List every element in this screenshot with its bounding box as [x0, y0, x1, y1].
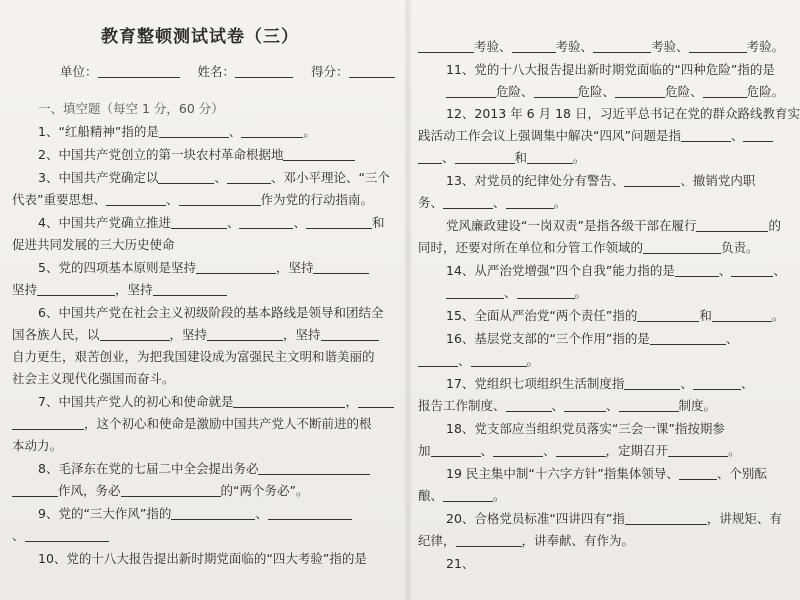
- question-13-line2: [418, 195, 566, 210]
- punct: 。: [303, 124, 316, 139]
- question-6-line3: 自力更生，艰苦创业，为把我国建设成为富强民主文明和谐美丽的: [12, 349, 375, 364]
- question-11-line2: [446, 84, 784, 99]
- answer-suffix: 考验。: [746, 39, 785, 54]
- question-10-line2: [418, 39, 784, 54]
- duty-text: 党风廉政建设“一岗双责”是指各级干部在履行: [446, 218, 697, 233]
- blank: [106, 193, 166, 206]
- question-12-text: 和: [514, 150, 528, 165]
- blank: [517, 286, 575, 299]
- blank: [643, 241, 721, 254]
- question-15: [446, 308, 784, 323]
- question-10: 10、党的十八大报告提出新时期党面临的“四大考验”指的是: [38, 551, 367, 566]
- blank: [179, 193, 261, 206]
- blank: [512, 40, 556, 53]
- blank: [196, 261, 276, 274]
- question-5: [38, 260, 369, 275]
- question-4-line2: 促进共同发展的三大历史使命: [12, 237, 175, 252]
- one-post-two-duties-line2: [418, 240, 759, 255]
- punct: 、: [580, 39, 594, 54]
- blank: [493, 444, 543, 457]
- punct: 、: [214, 170, 227, 185]
- question-3-text: 作为党的行动指南。: [260, 192, 374, 207]
- question-15-text: 15、全面从严治党“两个责任”指的: [446, 308, 638, 323]
- one-post-two-duties: [446, 218, 781, 233]
- punct: 、: [551, 398, 565, 413]
- punct: 。: [728, 443, 741, 458]
- punct: 、: [493, 195, 506, 210]
- punct: 、: [293, 215, 306, 230]
- score-blank: [349, 65, 395, 78]
- blank: [121, 484, 221, 497]
- question-11: 11、党的十八大报告提出新时期党面临的“四种危险”指的是: [446, 62, 775, 77]
- question-17-text: 报告工作制度、: [418, 398, 506, 413]
- blank: [637, 309, 699, 322]
- blank: [268, 507, 352, 520]
- question-5-text: ，坚持: [275, 260, 314, 275]
- punct: 、: [676, 39, 689, 54]
- question-7-text: 7、中国共产党人的初心和使命就是: [38, 394, 234, 409]
- punct: 、: [12, 528, 25, 543]
- blank: [689, 40, 747, 53]
- header-row: [60, 64, 395, 79]
- blank: [321, 328, 379, 341]
- question-5-text: 坚持: [12, 282, 38, 297]
- blank: [693, 377, 741, 390]
- question-15-text: 和: [699, 308, 712, 323]
- name-blank: [235, 65, 293, 78]
- question-16-text: 16、基层党支部的“三个作用”指的是: [446, 331, 650, 346]
- question-17-text: 17、党组织七项组织生活制度指: [446, 376, 625, 391]
- blank: [418, 40, 474, 53]
- question-9-text: 9、党的“三大作风”指的: [38, 506, 172, 521]
- question-1: [38, 124, 316, 139]
- punct: 、: [458, 353, 471, 368]
- question-7-text: ，这个初心和使命是激励中国共产党人不断前进的根: [84, 416, 372, 431]
- question-1-text: 1、“红船精神”指的是: [38, 124, 159, 139]
- duty-text: 同时，还要对所在单位和分管工作领域的: [418, 240, 644, 255]
- punct: 、: [606, 398, 619, 413]
- question-6-line2: [12, 327, 379, 342]
- blank: [712, 309, 772, 322]
- blank: [241, 125, 303, 138]
- question-5-line2: [12, 282, 227, 297]
- question-20: [446, 511, 782, 526]
- blank: [564, 399, 606, 412]
- blank: [455, 151, 515, 164]
- question-19-text: 19 民主集中制“十六字方针”指集体领导、: [446, 466, 679, 481]
- blank: [731, 264, 773, 277]
- question-9: [38, 506, 352, 521]
- question-5-text: 5、党的四项基本原则是坚持: [38, 260, 196, 275]
- unit-label: 单位：: [60, 64, 98, 79]
- blank: [527, 151, 573, 164]
- punct: 、: [602, 84, 616, 99]
- question-7-line3: 本动力。: [12, 438, 63, 453]
- blank: [679, 467, 717, 480]
- blank: [534, 85, 578, 98]
- question-7: [38, 394, 394, 409]
- question-8-text: 8、毛泽东在党的七届二中全会提出务必: [38, 461, 259, 476]
- punct: 、: [499, 39, 512, 54]
- question-16-line2: [418, 353, 539, 368]
- blank: [227, 171, 271, 184]
- punct: 。: [771, 308, 785, 323]
- question-14-text: 14、从严治党增强“四个自我”能力指的是: [446, 263, 675, 278]
- question-3: [38, 170, 390, 185]
- question-19: [446, 466, 767, 481]
- blank: [556, 444, 606, 457]
- question-19-text: 酿、: [418, 488, 444, 503]
- blank: [443, 489, 493, 502]
- question-21: 21、: [446, 556, 475, 571]
- blank: [418, 354, 458, 367]
- paper-fold: [404, 0, 412, 600]
- blank: [506, 196, 554, 209]
- question-3-text: 代表”重要思想、: [12, 192, 106, 207]
- question-12-line3: [418, 150, 586, 165]
- blank: [743, 129, 773, 142]
- punct: 、: [543, 443, 556, 458]
- question-12-text: 践活动工作会议上强调集中解决“四风”问题是指: [418, 128, 681, 143]
- blank: [159, 125, 229, 138]
- blank: [650, 332, 726, 345]
- punct: 、: [718, 263, 732, 278]
- answer-suffix: 考验: [555, 39, 581, 54]
- blank: [171, 216, 227, 229]
- blank: [306, 216, 372, 229]
- punct: 、: [690, 84, 703, 99]
- punct: 、: [730, 128, 744, 143]
- punct: 、: [255, 506, 268, 521]
- blank: [446, 85, 496, 98]
- question-18-text: ，定期召开: [605, 443, 669, 458]
- blank: [456, 534, 522, 547]
- answer-suffix: 危险: [496, 84, 522, 99]
- punct: 。: [493, 488, 506, 503]
- punct: 、: [480, 443, 494, 458]
- answer-suffix: 危险: [665, 84, 691, 99]
- question-4: [38, 215, 385, 230]
- blank: [624, 174, 680, 187]
- blank: [668, 444, 728, 457]
- section-heading: 一、填空题（每空 1 分，60 分）: [38, 101, 224, 116]
- answer-suffix: 危险。: [746, 84, 785, 99]
- question-13-text: 13、对党员的纪律处分有警告、: [446, 173, 625, 188]
- question-8-text: 作风，务必: [58, 483, 121, 498]
- blank: [625, 512, 707, 525]
- question-14: [446, 263, 786, 278]
- question-18-line2: [418, 443, 741, 458]
- blank: [153, 283, 227, 296]
- question-5-text: ，坚持: [115, 282, 153, 297]
- blank: [471, 354, 527, 367]
- blank: [615, 85, 665, 98]
- blank: [283, 148, 355, 161]
- punct: 、: [680, 376, 693, 391]
- blank: [593, 40, 651, 53]
- question-16: [446, 331, 738, 346]
- duty-text: 负责。: [721, 240, 759, 255]
- blank: [431, 444, 481, 457]
- blank: [681, 129, 731, 142]
- blank: [37, 283, 115, 296]
- page-title: 教育整顿测试试卷（三）: [101, 27, 299, 47]
- blank: [207, 328, 283, 341]
- question-12-line2: [418, 128, 773, 143]
- punct: 、: [725, 331, 739, 346]
- blank: [25, 529, 109, 542]
- punct: 。: [526, 353, 540, 368]
- question-3-text: 3、中国共产党确定以: [38, 170, 159, 185]
- question-3-text: 、邓小平理论、“三个: [270, 170, 390, 185]
- question-20-text: ，讲规矩、有: [706, 511, 782, 526]
- punct: 、: [165, 192, 179, 207]
- question-20-text: 纪律，: [418, 533, 456, 548]
- blank: [624, 377, 680, 390]
- question-13: [446, 173, 755, 188]
- question-2: [38, 147, 355, 162]
- punct: 、: [773, 263, 786, 278]
- question-6-text: 国各族人民，以: [12, 327, 100, 342]
- blank: [171, 507, 255, 520]
- punct: ，: [345, 394, 358, 409]
- question-13-text: 务、: [418, 195, 444, 210]
- blank: [506, 399, 552, 412]
- question-9-line2: [12, 528, 109, 543]
- punct: 、: [228, 124, 242, 139]
- punct: 、: [226, 215, 240, 230]
- punct: 。: [553, 195, 567, 210]
- blank: [158, 171, 214, 184]
- question-7-line2: [12, 416, 372, 431]
- question-14-line2: [446, 285, 587, 300]
- question-6-line4: 社会主义现代化强国而奋斗。: [12, 371, 175, 386]
- question-19-line2: [418, 488, 506, 503]
- punct: 。: [573, 150, 586, 165]
- question-6: 6、中国共产党在社会主义初级阶段的基本路线是领导和团结全: [38, 305, 384, 320]
- duty-text: 的: [768, 218, 781, 233]
- blank: [443, 196, 493, 209]
- question-6-text: ，坚持: [169, 327, 208, 342]
- question-20-line2: [418, 533, 634, 548]
- blank: [313, 261, 369, 274]
- blank: [696, 219, 768, 232]
- unit-blank: [98, 65, 180, 78]
- question-17-text: 制度。: [678, 398, 717, 413]
- question-3-line2: [12, 192, 373, 207]
- question-20-text: 20、合格党员标准“四讲四有”指: [446, 511, 625, 526]
- question-2-text: 2、中国共产党创立的第一块农村革命根据地: [38, 147, 284, 162]
- blank: [258, 462, 370, 475]
- question-19-text: 、个别酝: [716, 466, 767, 481]
- punct: 、: [521, 84, 534, 99]
- blank: [703, 85, 747, 98]
- blank: [239, 216, 293, 229]
- punct: 、: [740, 376, 754, 391]
- answer-suffix: 危险: [577, 84, 603, 99]
- blank: [418, 151, 442, 164]
- question-8-line2: [12, 483, 308, 498]
- question-20-text: ，讲奉献、有作为。: [521, 533, 635, 548]
- question-17: [446, 376, 753, 391]
- blank: [446, 286, 504, 299]
- question-4-text: 和: [372, 215, 385, 230]
- answer-suffix: 考验: [474, 39, 500, 54]
- blank: [100, 328, 170, 341]
- blank: [12, 417, 84, 430]
- question-13-text: 、撤销党内职: [680, 173, 756, 188]
- blank: [675, 264, 719, 277]
- answer-suffix: 考验: [651, 39, 677, 54]
- blank: [12, 484, 58, 497]
- name-label: 姓名：: [197, 64, 236, 79]
- question-12: 12、2013 年 6 月 18 日，习近平总书记在党的群众路线教育实: [446, 106, 800, 121]
- blank: [233, 395, 345, 408]
- question-17-line2: [418, 398, 716, 413]
- punct: 、: [504, 285, 517, 300]
- question-18: 18、党支部应当组织党员落实“三会一课”指按期参: [446, 421, 725, 436]
- blank: [358, 395, 394, 408]
- punct: 、: [442, 150, 455, 165]
- blank: [619, 399, 679, 412]
- question-4-text: 4、中国共产党确立推进: [38, 215, 171, 230]
- question-8-text: 的“两个务必”。: [220, 483, 309, 498]
- question-18-text: 加: [418, 443, 431, 458]
- question-6-text: ，坚持: [283, 327, 321, 342]
- score-label: 得分：: [311, 64, 349, 79]
- punct: 。: [574, 285, 588, 300]
- question-8: [38, 461, 370, 476]
